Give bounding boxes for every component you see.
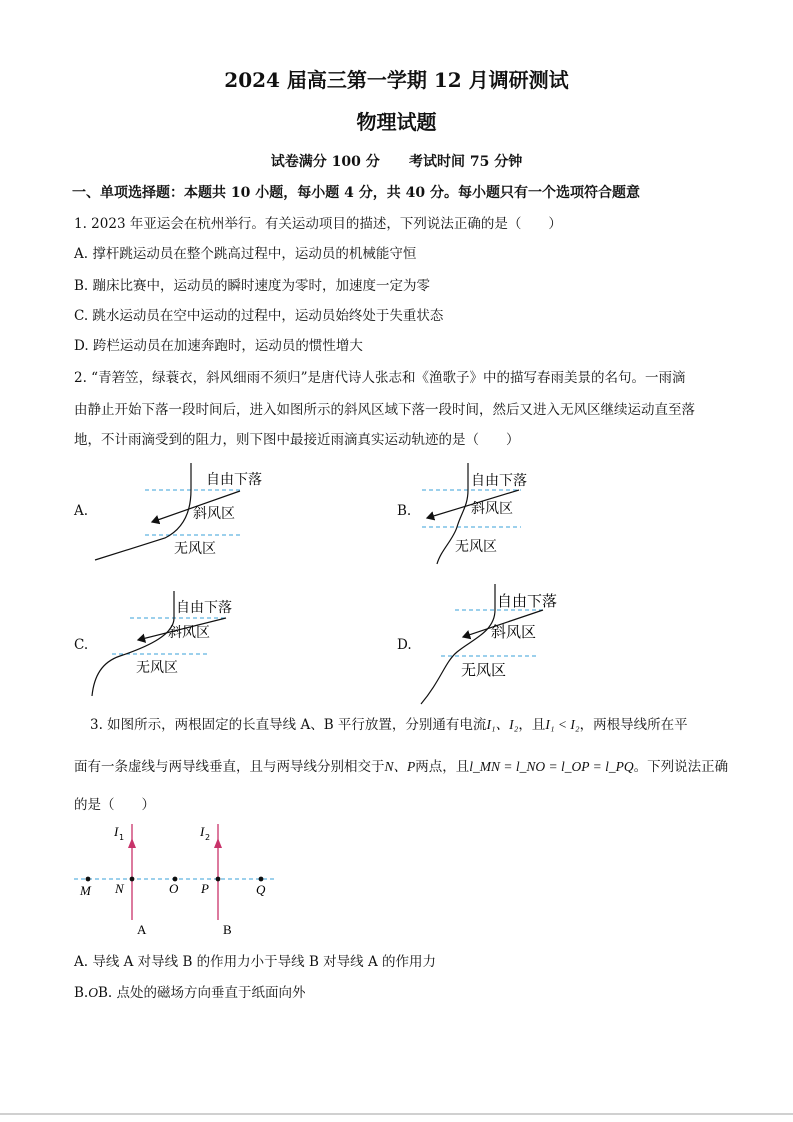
q2-option-c-label: C.: [74, 637, 89, 653]
label-no-wind: 无风区: [136, 660, 178, 676]
q2-stem-line2: 由静止开始下落一段时间后，进入如图所示的斜风区域下落一段时间，然后又进入无风区继续运动直至落: [74, 402, 695, 418]
label-i2: I: [200, 824, 205, 839]
q3-line2-part3: 。下列说法正确: [633, 759, 729, 775]
point-q: [259, 877, 264, 882]
label-i1: I: [114, 824, 119, 839]
label-wire-b: B: [223, 922, 232, 937]
q2-stem-line1: 2. “青箬笠，绿蓑衣，斜风细雨不须归”是唐代诗人张志和《渔歌子》中的描写春雨美景的名句。一雨滴: [74, 370, 686, 386]
q1-stem: 1. 2023 年亚运会在杭州举行。有关运动项目的描述，下列说法正确的是（ ）: [74, 216, 562, 232]
label-i2-sub: 2: [205, 833, 211, 842]
q3-line1-part3: ，两根导线所在平: [579, 717, 688, 733]
q1-option-a: A. 撑杆跳运动员在整个跳高过程中，运动员的机械能守恒: [74, 246, 417, 262]
trajectory-d: [421, 584, 495, 704]
q3-line2-part1: 面有一条虚线与两导线垂直，且与两导线分别相交于: [74, 759, 385, 775]
q3-option-a: A. 导线 A 对导线 B 的作用力小于导线 B 对导线 A 的作用力: [74, 954, 437, 970]
label-slant-wind: 斜风区: [471, 501, 513, 517]
label-free-fall: 自由下落: [206, 472, 262, 488]
q1-option-b: B. 蹦床比赛中，运动员的瞬时速度为零时，加速度一定为零: [74, 278, 431, 294]
q3-line1-part2: ，且: [518, 717, 546, 733]
q2-option-a-label: A.: [74, 503, 89, 519]
wire-b-arrow: [214, 838, 222, 848]
q2-figure-c: [90, 586, 300, 701]
label-n: N: [115, 881, 124, 896]
exam-subtitle: 物理试题: [356, 110, 437, 134]
label-no-wind: 无风区: [461, 661, 507, 679]
q3-option-b: B. 点处的磁场方向垂直于纸面向外: [97, 985, 306, 1001]
q3-option-b-var: O: [88, 985, 98, 1000]
label-wire-a: A: [137, 922, 147, 937]
label-m: M: [80, 883, 91, 898]
point-m: [86, 877, 91, 882]
q2-figure-a: [90, 458, 300, 568]
wire-a-arrow: [128, 838, 136, 848]
label-slant-wind: 斜风区: [491, 623, 537, 641]
q2-option-d-label: D.: [397, 637, 412, 653]
q3-line1-part1: 3. 如图所示，两根固定的长直导线 A、B 平行放置，分别通有电流: [90, 717, 487, 733]
q2-option-b-label: B.: [397, 503, 412, 519]
q3-inequality: I₁ < I₂: [545, 717, 580, 732]
q3-line2-part2: 两点，且: [415, 759, 470, 775]
q3-points-np: N、P: [384, 759, 416, 774]
label-p: P: [201, 881, 209, 896]
q3-option-b-wrap: B.OB. 点处的磁场方向垂直于纸面向外: [74, 985, 306, 1001]
exam-info: 试卷满分 100 分 考试时间 75 分钟: [270, 154, 523, 170]
label-no-wind: 无风区: [174, 541, 216, 557]
q1-option-c: C. 跳水运动员在空中运动的过程中，运动员始终处于失重状态: [74, 308, 444, 324]
q3-stem-line3: 的是（ ）: [74, 797, 155, 813]
point-p: [216, 877, 221, 882]
q3-equality: l_MN = l_NO = l_OP = l_PQ: [469, 759, 634, 774]
q3-stem-line2: [74, 755, 728, 775]
label-o: O: [169, 881, 179, 896]
q2-figure-d: [415, 580, 625, 705]
q2-figure-b: [415, 458, 625, 568]
label-q: Q: [256, 882, 266, 897]
q2-stem-line3: 地，不计雨滴受到的阻力，则下图中最接近雨滴真实运动轨迹的是（ ）: [74, 432, 520, 448]
trajectory-c: [92, 591, 174, 696]
page-bottom-line: [0, 1113, 793, 1115]
label-free-fall: 自由下落: [497, 592, 558, 610]
label-i1-sub: 1: [119, 833, 125, 842]
label-slant-wind: 斜风区: [168, 625, 210, 641]
section-heading: 一、单项选择题：本题共 10 小题，每小题 4 分，共 40 分。每小题只有一个选项符合题意: [72, 185, 640, 201]
q3-figure: [70, 818, 285, 938]
point-n: [130, 877, 135, 882]
q1-option-d: D. 跨栏运动员在加速奔跑时，运动员的惯性增大: [74, 338, 363, 354]
q3-currents: I₁、I₂: [486, 717, 519, 732]
label-slant-wind: 斜风区: [193, 506, 235, 522]
q3-stem-line1: [90, 713, 688, 733]
label-no-wind: 无风区: [455, 539, 497, 555]
label-free-fall: 自由下落: [471, 473, 527, 489]
label-free-fall: 自由下落: [176, 600, 232, 616]
exam-title: 2024 届高三第一学期 12 月调研测试: [224, 68, 569, 92]
